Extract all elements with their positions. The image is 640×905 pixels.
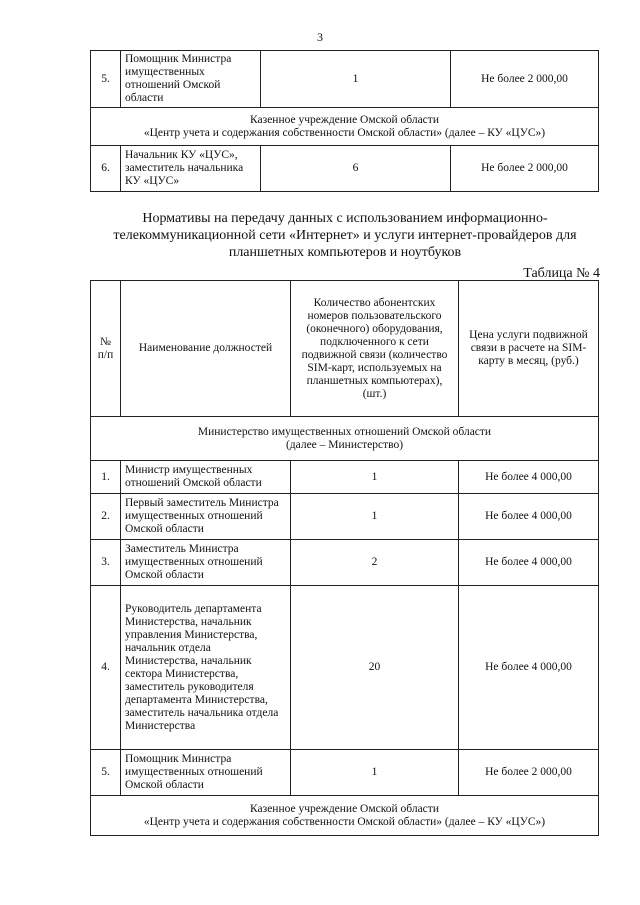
count-cell: 1 <box>291 494 459 540</box>
price-cell: Не более 4 000,00 <box>459 586 599 750</box>
section-line-2: «Центр учета и содержания собственности Омской области» (далее – КУ «ЦУС») <box>143 815 546 828</box>
table-row <box>91 586 599 750</box>
section-heading <box>91 108 599 146</box>
row-number: 1. <box>91 461 121 494</box>
section-line-2: (далее – Министерство) <box>285 438 404 451</box>
table-row <box>91 540 599 586</box>
section-heading <box>91 796 599 836</box>
price-cell: Не более 4 000,00 <box>459 461 599 494</box>
row-number: 3. <box>91 540 121 586</box>
header-num: № п/п <box>91 281 121 417</box>
position-cell: Руководитель департамента Министерства, начальник управления Министерства, начальник отдела Министерства, начальник сектора Министерства, заместитель руководителя департамента Министерства, заместитель начальника отдела Министерства <box>121 586 291 750</box>
table-row <box>91 750 599 796</box>
position-cell: Помощник Министра имущественных отношений Омской области <box>121 51 261 108</box>
header-price: Цена услуги подвижной связи в расчете на SIM-карту в месяц, (руб.) <box>459 281 599 417</box>
count-cell: 20 <box>291 586 459 750</box>
row-number: 5. <box>91 51 121 108</box>
section-row <box>91 108 599 146</box>
table-top <box>90 50 599 192</box>
position-cell: Помощник Министра имущественных отношений Омской области <box>121 750 291 796</box>
price-cell: Не более 4 000,00 <box>459 494 599 540</box>
table-label: Таблица № 4 <box>523 266 600 281</box>
row-number: 4. <box>91 586 121 750</box>
section-line-1: Казенное учреждение Омской области <box>250 113 439 126</box>
position-cell: Первый заместитель Министра имущественных отношений Омской области <box>121 494 291 540</box>
row-number: 5. <box>91 750 121 796</box>
row-number: 2. <box>91 494 121 540</box>
section-row <box>91 796 599 836</box>
price-cell: Не более 2 000,00 <box>451 51 599 108</box>
count-cell: 2 <box>291 540 459 586</box>
count-cell: 1 <box>261 51 451 108</box>
section-heading <box>91 417 599 461</box>
count-cell: 1 <box>291 461 459 494</box>
row-number: 6. <box>91 146 121 192</box>
header-row <box>91 281 599 417</box>
page-number: 3 <box>317 30 323 44</box>
table-4 <box>90 280 599 836</box>
section-line-1: Министерство имущественных отношений Омской области <box>197 425 492 438</box>
section-title: Нормативы на передачу данных с использованием информационно-телекоммуникационной сети «Интернет» и услуги интернет-провайдеров для планшетных компьютеров и ноутбуков <box>113 211 577 260</box>
price-cell: Не более 2 000,00 <box>459 750 599 796</box>
position-cell: Министр имущественных отношений Омской области <box>121 461 291 494</box>
count-cell: 1 <box>291 750 459 796</box>
table-row <box>91 461 599 494</box>
header-position: Наименование должностей <box>121 281 291 417</box>
count-cell: 6 <box>261 146 451 192</box>
table-row <box>91 146 599 192</box>
position-cell: Начальник КУ «ЦУС», заместитель начальника КУ «ЦУС» <box>121 146 261 192</box>
position-cell: Заместитель Министра имущественных отношений Омской области <box>121 540 291 586</box>
price-cell: Не более 2 000,00 <box>451 146 599 192</box>
header-count: Количество абонентских номеров пользовательского (оконечного) оборудования, подключенного к сети подвижной связи (количество SIM-карт, используемых на планшетных компьютерах), (шт.) <box>291 281 459 417</box>
section-line-2: «Центр учета и содержания собственности Омской области» (далее – КУ «ЦУС») <box>143 126 546 139</box>
section-line-1: Казенное учреждение Омской области <box>250 802 439 815</box>
price-cell: Не более 4 000,00 <box>459 540 599 586</box>
section-row <box>91 417 599 461</box>
table-row <box>91 51 599 108</box>
table-row <box>91 494 599 540</box>
